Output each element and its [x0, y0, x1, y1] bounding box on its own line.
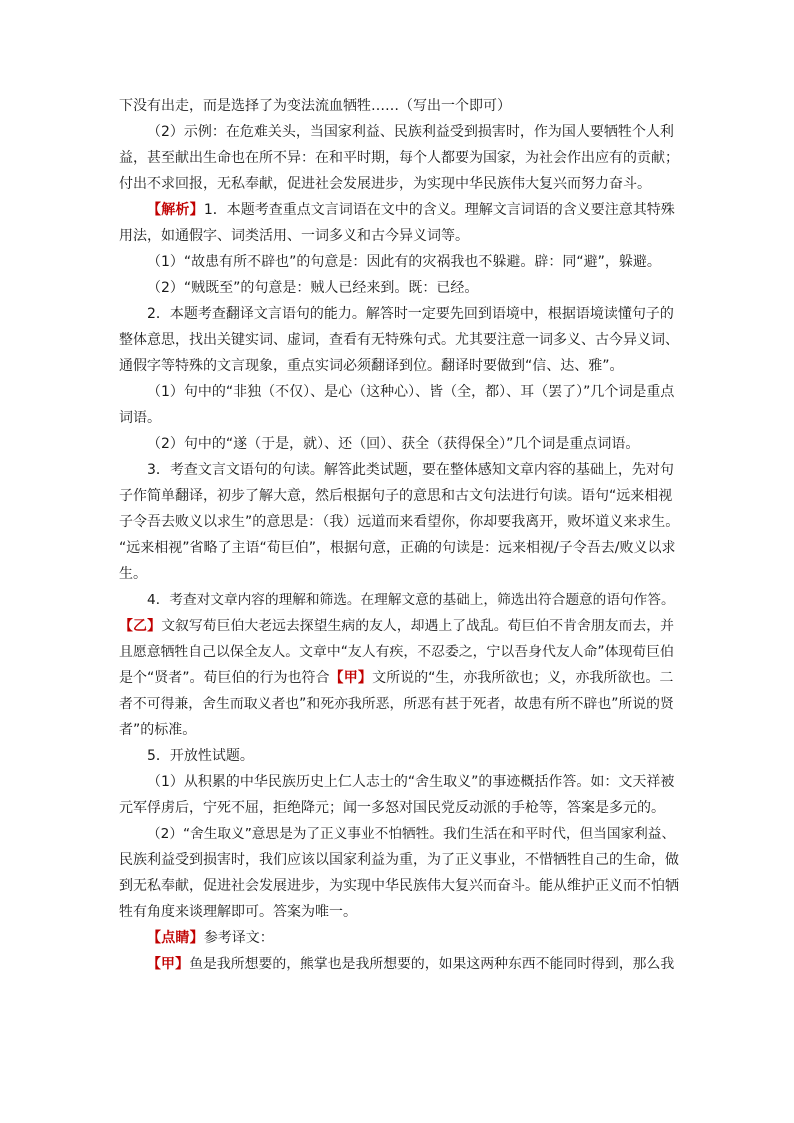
text-line [119, 691, 679, 717]
text-line [119, 665, 679, 691]
text-line [119, 587, 679, 613]
section-tag: 【甲】 [329, 670, 373, 686]
text-line [119, 509, 679, 535]
line-text: 整体意思，找出关键实词、虚词，查看有无特殊句式。尤其要注意一词多义、古今异义词、 [119, 332, 679, 348]
text-line [119, 405, 679, 431]
text-line [119, 301, 679, 327]
text-line [119, 561, 679, 587]
text-line [119, 197, 679, 223]
line-text: 4．考查对文章内容的理解和筛选。在理解文意的基础上，筛选出符合题意的语句作答。 [147, 592, 675, 608]
text-line [119, 743, 679, 769]
text-line [119, 145, 679, 171]
section-tag: 【乙】 [119, 618, 162, 634]
text-line [119, 769, 679, 795]
line-text: 子令吾去败义以求生”的意思是：（我）远道而来看望你，你却要我离开，败坏道义来求生。 [119, 514, 680, 530]
line-text: 文所说的“生，亦我所欲也；义，亦我所欲也。二 [372, 670, 674, 686]
text-line [119, 327, 679, 353]
line-text: 子作简单翻译，初步了解大意，然后根据句子的意思和古文句法进行句读。语句“远来相视 [119, 488, 673, 504]
line-text: 生。 [119, 566, 147, 582]
text-line [119, 379, 679, 405]
line-text: 3．考查文言文语句的句读。解答此类试题，要在整体感知文章内容的基础上，先对句 [147, 462, 674, 478]
line-text: （1）“故患有所不辟也”的句意是：因此有的灾祸我也不躲避。辟：同“避”，躲避。 [147, 254, 661, 270]
line-text: 付出不求回报，无私奉献，促进社会发展进步，为实现中华民族伟大复兴而努力奋斗。 [119, 176, 651, 192]
text-line [119, 93, 679, 119]
line-text: 到无私奉献，促进社会发展进步，为实现中华民族伟大复兴而奋斗。能从维护正义而不怕牺 [119, 878, 679, 894]
line-text: 用法，如通假字、词类活用、一词多义和古今异义词等。 [119, 228, 469, 244]
text-line [119, 951, 679, 977]
text-line [119, 613, 679, 639]
text-line [119, 223, 679, 249]
line-text: 词语。 [119, 410, 161, 426]
section-tag: 【解析】 [147, 202, 204, 218]
section-tag: 【甲】 [147, 956, 190, 972]
line-text: 者不可得兼，舍生而取义者也”和死亦我所恶，所恶有甚于死者，故患有所不辟也”所说的贤 [119, 696, 674, 712]
text-line [119, 899, 679, 925]
line-text: 是个“贤者”。荀巨伯的行为也符合 [119, 670, 330, 686]
text-line [119, 431, 679, 457]
line-text: 2．本题考查翻译文言语句的能力。解答时一定要先回到语境中，根据语境读懂句子的 [147, 306, 674, 322]
line-text: （2）示例：在危难关头，当国家利益、民族利益受到损害时，作为国人要牺牲个人利 [147, 124, 674, 140]
text-line [119, 639, 679, 665]
text-line [119, 457, 679, 483]
line-text: （2）“舍生取义”意思是为了正义事业不怕牺牲。我们生活在和平时代，但当国家利益、 [147, 826, 676, 842]
text-line [119, 353, 679, 379]
line-text: （1）从积累的中华民族历史上仁人志士的“舍生取义”的事迹概括作答。如：文天祥被 [147, 774, 675, 790]
line-text: （2）“贼既至”的句意是：贼人已经来到。既：已经。 [147, 280, 479, 296]
text-line [119, 119, 679, 145]
section-tag: 【点睛】 [147, 930, 204, 946]
text-line [119, 275, 679, 301]
line-text: 5．开放性试题。 [147, 748, 254, 764]
text-line [119, 717, 679, 743]
line-text: 元军俘虏后，宁死不屈，拒绝降元；闻一多怒对国民党反动派的手枪等，答案是多元的。 [119, 800, 665, 816]
text-line [119, 171, 679, 197]
line-text: 参考译文： [203, 930, 274, 946]
line-text: 文叙写荀巨伯大老远去探望生病的友人，却遇上了战乱。荀巨伯不肯舍朋友而去，并 [161, 618, 674, 634]
line-text: （2）句中的“遂（于是，就）、还（回）、获全（获得保全）”几个词是重点词语。 [147, 436, 640, 452]
document-body [119, 93, 679, 977]
line-text: 鱼是我所想要的，熊掌也是我所想要的，如果这两种东西不能同时得到，那么我 [189, 956, 675, 972]
line-text: 通假字等特殊的文言现象，重点实词必须翻译到位。翻译时要做到“信、达、雅”。 [119, 358, 624, 374]
text-line [119, 847, 679, 873]
line-text: 益，甚至献出生命也在所不异：在和平时期，每个人都要为国家，为社会作出应有的贡献； [119, 150, 679, 166]
line-text: “远来相视”省略了主语“荀巨伯”，根据句意，正确的句读是：远来相视/子令吾去/败义以求 [119, 540, 676, 556]
line-text: （1）句中的“非独（不仅）、是心（这种心）、皆（全，都）、耳（罢了）”几个词是重点 [147, 384, 675, 400]
text-line [119, 249, 679, 275]
line-text: 民族利益受到损害时，我们应该以国家利益为重，为了正义事业，不惜牺牲自己的生命，做 [119, 852, 679, 868]
text-line [119, 873, 679, 899]
line-text: 牲有角度来谈理解即可。答案为唯一。 [119, 904, 357, 920]
line-text: 下没有出走，而是选择了为变法流血牺牲……（写出一个即可） [119, 98, 511, 114]
text-line [119, 483, 679, 509]
text-line [119, 795, 679, 821]
line-text: 且愿意牺牲自己以保全友人。文章中“友人有疾，不忍委之，宁以吾身代友人命”体现荀巨伯 [119, 644, 674, 660]
line-text: 者”的标准。 [119, 722, 197, 738]
line-text: 1．本题考查重点文言词语在文中的含义。理解文言词语的含义要注意其特殊 [203, 202, 675, 218]
text-line [119, 925, 679, 951]
text-line [119, 535, 679, 561]
text-line [119, 821, 679, 847]
